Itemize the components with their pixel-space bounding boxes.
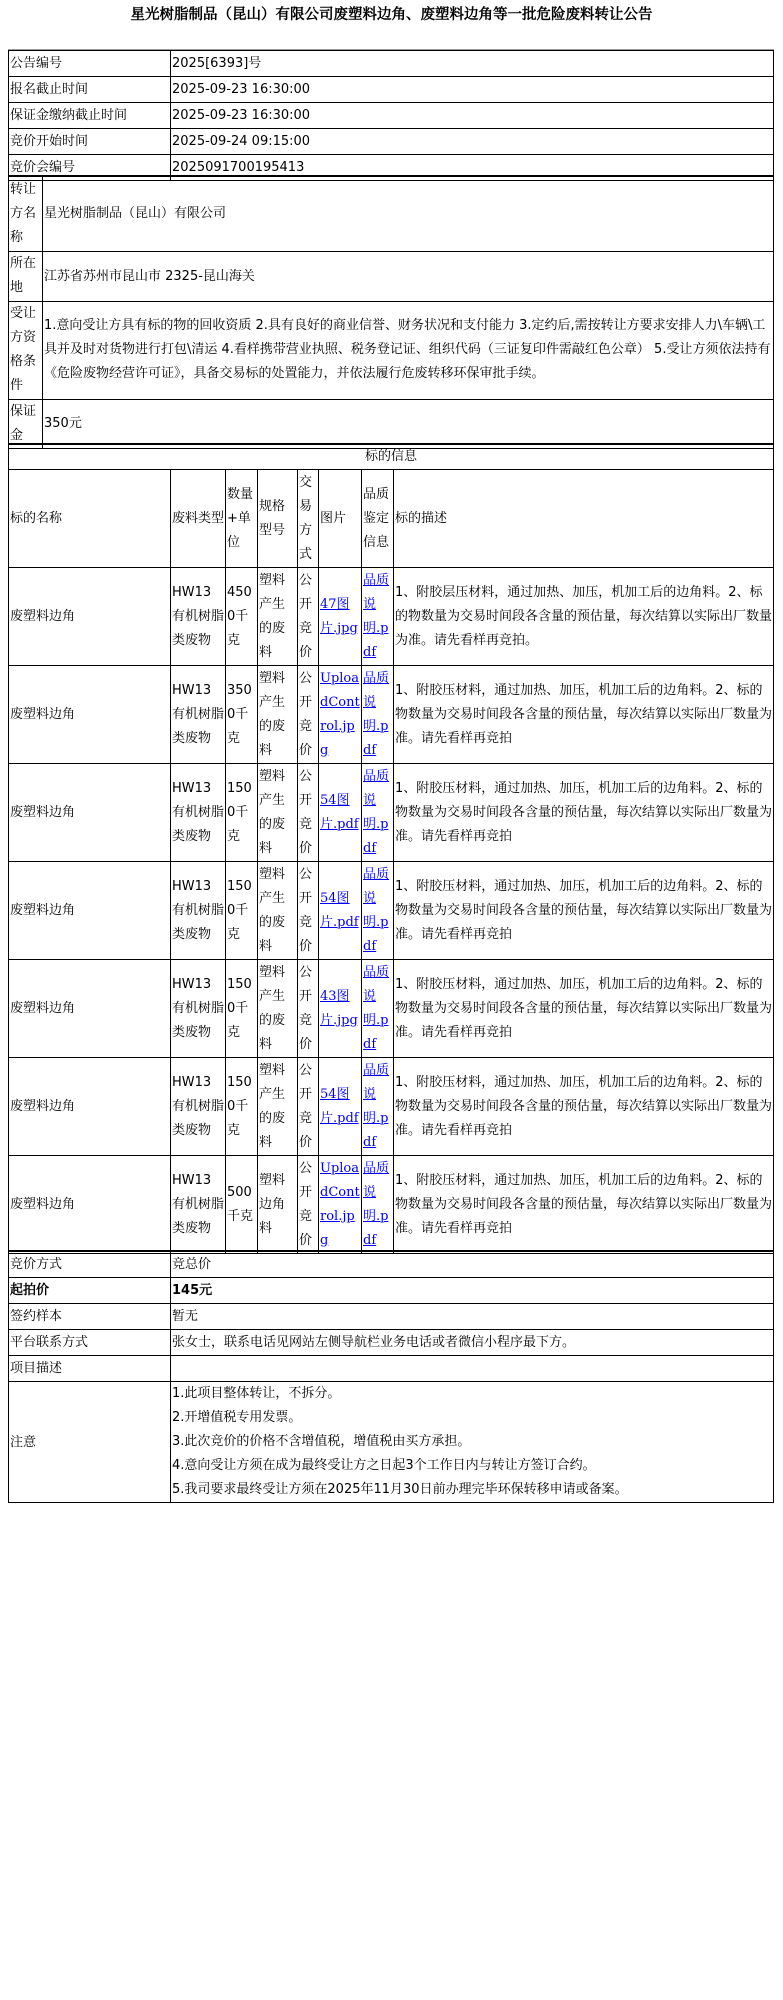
item-type-cell: HW13有机树脂类废物 — [171, 666, 226, 764]
item-image-link[interactable]: UploadControl.jpg — [320, 670, 360, 758]
item-quality-link[interactable]: 品质说明.pdf — [363, 964, 390, 1052]
deposit-value: 350元 — [43, 399, 774, 448]
bid-method-label: 竞价方式 — [9, 1251, 171, 1278]
location-value: 江苏省苏州市昆山市 2325-昆山海关 — [43, 251, 774, 301]
item-desc-cell: 1、附胶压材料，通过加热、加压，机加工后的边角料。2、标的物数量为交易时间段各含量的预估量，每次结算以实际出厂数量为准。请先看样再竞拍 — [394, 1156, 774, 1254]
item-mode-cell: 公开竞价 — [298, 568, 319, 666]
item-desc-cell: 1、附胶压材料，通过加热、加压，机加工后的边角料。2、标的物数量为交易时间段各含量的预估量，每次结算以实际出厂数量为准。请先看样再竞拍 — [394, 666, 774, 764]
item-spec-cell: 塑料产生的废料 — [258, 862, 298, 960]
item-qty-cell: 500千克 — [226, 1156, 258, 1254]
item-quality-link[interactable]: 品质说明.pdf — [363, 670, 390, 758]
item-image-link-cell — [319, 1058, 362, 1156]
item-type-cell: HW13有机树脂类废物 — [171, 1058, 226, 1156]
item-qty-cell: 1500千克 — [226, 764, 258, 862]
item-type-cell: HW13有机树脂类废物 — [171, 960, 226, 1058]
basic-info-table — [8, 50, 774, 181]
contract-label: 签约样本 — [9, 1304, 171, 1330]
item-quality-link-cell — [362, 862, 394, 960]
item-quality-link-cell — [362, 568, 394, 666]
note-item: 4.意向受让方须在成为最终受让方之日起3个工作日内与转让方签订合约。 — [172, 1458, 596, 1473]
header-desc: 标的描述 — [394, 470, 774, 568]
item-image-link-cell — [319, 862, 362, 960]
header-mode: 交易方式 — [298, 470, 319, 568]
item-quality-link-cell — [362, 764, 394, 862]
item-row — [9, 1058, 774, 1156]
note-item: 3.此次竞价的价格不含增值税，增值税由买方承担。 — [172, 1434, 471, 1449]
item-quality-link[interactable]: 品质说明.pdf — [363, 572, 390, 660]
contact-row — [9, 1330, 774, 1356]
item-mode-cell: 公开竞价 — [298, 1058, 319, 1156]
items-header-row — [9, 470, 774, 568]
item-spec-cell: 塑料产生的废料 — [258, 666, 298, 764]
item-image-link-cell — [319, 960, 362, 1058]
header-type: 废料类型 — [171, 470, 226, 568]
contract-row — [9, 1304, 774, 1330]
item-image-link[interactable]: 54图片.pdf — [320, 1086, 359, 1126]
item-qty-cell: 4500千克 — [226, 568, 258, 666]
item-image-link-cell — [319, 666, 362, 764]
item-desc-cell: 1、附胶压材料，通过加热、加压，机加工后的边角料。2、标的物数量为交易时间段各含量的预估量，每次结算以实际出厂数量为准。请先看样再竞拍 — [394, 960, 774, 1058]
item-spec-cell: 塑料产生的废料 — [258, 1058, 298, 1156]
info-value: 2025-09-23 16:30:00 — [171, 77, 774, 103]
info-row — [9, 51, 774, 77]
item-image-link-cell — [319, 1156, 362, 1254]
info-label: 保证金缴纳截止时间 — [9, 103, 171, 129]
deposit-label: 保证金 — [9, 399, 43, 448]
item-row — [9, 1156, 774, 1254]
header-quality: 品质鉴定信息 — [362, 470, 394, 568]
project-desc-row — [9, 1356, 774, 1382]
info-value: 2025[6393]号 — [171, 51, 774, 77]
item-row — [9, 764, 774, 862]
item-type-cell: HW13有机树脂类废物 — [171, 1156, 226, 1254]
item-desc-cell: 1、附胶层压材料，通过加热、加压，机加工后的边角料。2、标的物数量为交易时间段各含量的预估量，每次结算以实际出厂数量为准。请先看样再竞拍。 — [394, 568, 774, 666]
item-quality-link[interactable]: 品质说明.pdf — [363, 1160, 390, 1248]
item-name-cell: 废塑料边角 — [9, 1058, 171, 1156]
item-type-cell: HW13有机树脂类废物 — [171, 764, 226, 862]
item-mode-cell: 公开竞价 — [298, 764, 319, 862]
note-item: 1.此项目整体转让，不拆分。 — [172, 1386, 341, 1401]
item-qty-cell: 3500千克 — [226, 666, 258, 764]
info-label: 报名截止时间 — [9, 77, 171, 103]
location-row — [9, 251, 774, 301]
item-row — [9, 960, 774, 1058]
info-row — [9, 129, 774, 155]
project-desc-value — [171, 1356, 774, 1382]
info-label: 竞价会编号 — [9, 155, 171, 181]
item-quality-link-cell — [362, 1058, 394, 1156]
item-spec-cell: 塑料产生的废料 — [258, 764, 298, 862]
header-qty: 数量+单位 — [226, 470, 258, 568]
item-image-link[interactable]: 43图片.jpg — [320, 988, 358, 1028]
info-label: 公告编号 — [9, 51, 171, 77]
info-row — [9, 77, 774, 103]
item-quality-link-cell — [362, 960, 394, 1058]
bidding-table — [8, 1250, 774, 1503]
item-quality-link-cell — [362, 1156, 394, 1254]
info-label: 竞价开始时间 — [9, 129, 171, 155]
item-type-cell: HW13有机树脂类废物 — [171, 568, 226, 666]
page-title: 星光树脂制品（昆山）有限公司废塑料边角、废塑料边角等一批危险废料转让公告 — [130, 7, 653, 23]
transferor-name-row — [9, 176, 774, 251]
info-value: 2025091700195413 — [171, 155, 774, 181]
info-row — [9, 103, 774, 129]
bid-method-value: 竞总价 — [171, 1251, 774, 1278]
item-desc-cell: 1、附胶压材料，通过加热、加压，机加工后的边角料。2、标的物数量为交易时间段各含量的预估量，每次结算以实际出厂数量为准。请先看样再竞拍 — [394, 1058, 774, 1156]
item-quality-link[interactable]: 品质说明.pdf — [363, 1062, 390, 1150]
contract-value: 暂无 — [171, 1304, 774, 1330]
qualification-value: 1.意向受让方具有标的物的回收资质 2.具有良好的商业信誉、财务状况和支付能力 3.定约后,需按转让方要求安排人力\车辆\工具并及时对货物进行打包\清运 4.看样携带营业执照、税务登记证、组织代码（三证复印件需敲红色公章） 5.受让方须依法持有《危险废物经营许可证》，具备交易标的处置能力，并依法履行危废转移环保审批手续。 — [43, 301, 774, 399]
bid-method-row — [9, 1251, 774, 1278]
transferor-table — [8, 175, 774, 449]
item-name-cell: 废塑料边角 — [9, 764, 171, 862]
info-value: 2025-09-24 09:15:00 — [171, 129, 774, 155]
info-value: 2025-09-23 16:30:00 — [171, 103, 774, 129]
transferor-name-value: 星光树脂制品（昆山）有限公司 — [43, 176, 774, 251]
start-price-label: 起拍价 — [9, 1278, 171, 1304]
item-quality-link[interactable]: 品质说明.pdf — [363, 866, 390, 954]
item-row — [9, 666, 774, 764]
notes-label: 注意 — [9, 1382, 171, 1503]
item-spec-cell: 塑料产生的废料 — [258, 960, 298, 1058]
start-price-row — [9, 1278, 774, 1304]
qualification-row — [9, 301, 774, 399]
notes-list — [171, 1382, 774, 1503]
item-name-cell: 废塑料边角 — [9, 960, 171, 1058]
item-qty-cell: 1500千克 — [226, 1058, 258, 1156]
item-desc-cell: 1、附胶压材料，通过加热、加压，机加工后的边角料。2、标的物数量为交易时间段各含量的预估量，每次结算以实际出厂数量为准。请先看样再竞拍 — [394, 764, 774, 862]
item-qty-cell: 1500千克 — [226, 960, 258, 1058]
deposit-row — [9, 399, 774, 448]
item-image-link-cell — [319, 568, 362, 666]
transferor-name-label: 转让方名称 — [9, 176, 43, 251]
item-spec-cell: 塑料边角料 — [258, 1156, 298, 1254]
item-mode-cell: 公开竞价 — [298, 862, 319, 960]
item-type-cell: HW13有机树脂类废物 — [171, 862, 226, 960]
item-row — [9, 862, 774, 960]
header-spec: 规格型号 — [258, 470, 298, 568]
item-mode-cell: 公开竞价 — [298, 960, 319, 1058]
start-price-value: 145元 — [171, 1278, 774, 1304]
item-row — [9, 568, 774, 666]
item-quality-link[interactable]: 品质说明.pdf — [363, 768, 390, 856]
contact-value: 张女士，联系电话见网站左侧导航栏业务电话或者微信小程序最下方。 — [171, 1330, 774, 1356]
item-image-link[interactable]: 54图片.pdf — [320, 890, 359, 930]
items-table — [8, 443, 774, 1254]
item-mode-cell: 公开竞价 — [298, 666, 319, 764]
item-desc-cell: 1、附胶压材料，通过加热、加压，机加工后的边角料。2、标的物数量为交易时间段各含量的预估量，每次结算以实际出厂数量为准。请先看样再竞拍 — [394, 862, 774, 960]
item-image-link[interactable]: UploadControl.jpg — [320, 1160, 360, 1248]
item-quality-link-cell — [362, 666, 394, 764]
item-name-cell: 废塑料边角 — [9, 666, 171, 764]
note-item: 5.我司要求最终受让方须在2025年11月30日前办理完毕环保转移申请或备案。 — [172, 1482, 628, 1497]
contact-label: 平台联系方式 — [9, 1330, 171, 1356]
item-name-cell: 废塑料边角 — [9, 568, 171, 666]
item-image-link[interactable]: 47图片.jpg — [320, 596, 358, 636]
item-image-link[interactable]: 54图片.pdf — [320, 792, 359, 832]
item-image-link-cell — [319, 764, 362, 862]
item-qty-cell: 1500千克 — [226, 862, 258, 960]
item-spec-cell: 塑料产生的废料 — [258, 568, 298, 666]
notes-row — [9, 1382, 774, 1503]
item-name-cell: 废塑料边角 — [9, 862, 171, 960]
location-label: 所在地 — [9, 251, 43, 301]
header-name: 标的名称 — [9, 470, 171, 568]
item-name-cell: 废塑料边角 — [9, 1156, 171, 1254]
note-item: 2.开增值税专用发票。 — [172, 1410, 302, 1425]
qualification-label: 受让方资格条件 — [9, 301, 43, 399]
items-section-title: 标的信息 — [9, 444, 774, 470]
project-desc-label: 项目描述 — [9, 1356, 171, 1382]
item-mode-cell: 公开竞价 — [298, 1156, 319, 1254]
header-image: 图片 — [319, 470, 362, 568]
